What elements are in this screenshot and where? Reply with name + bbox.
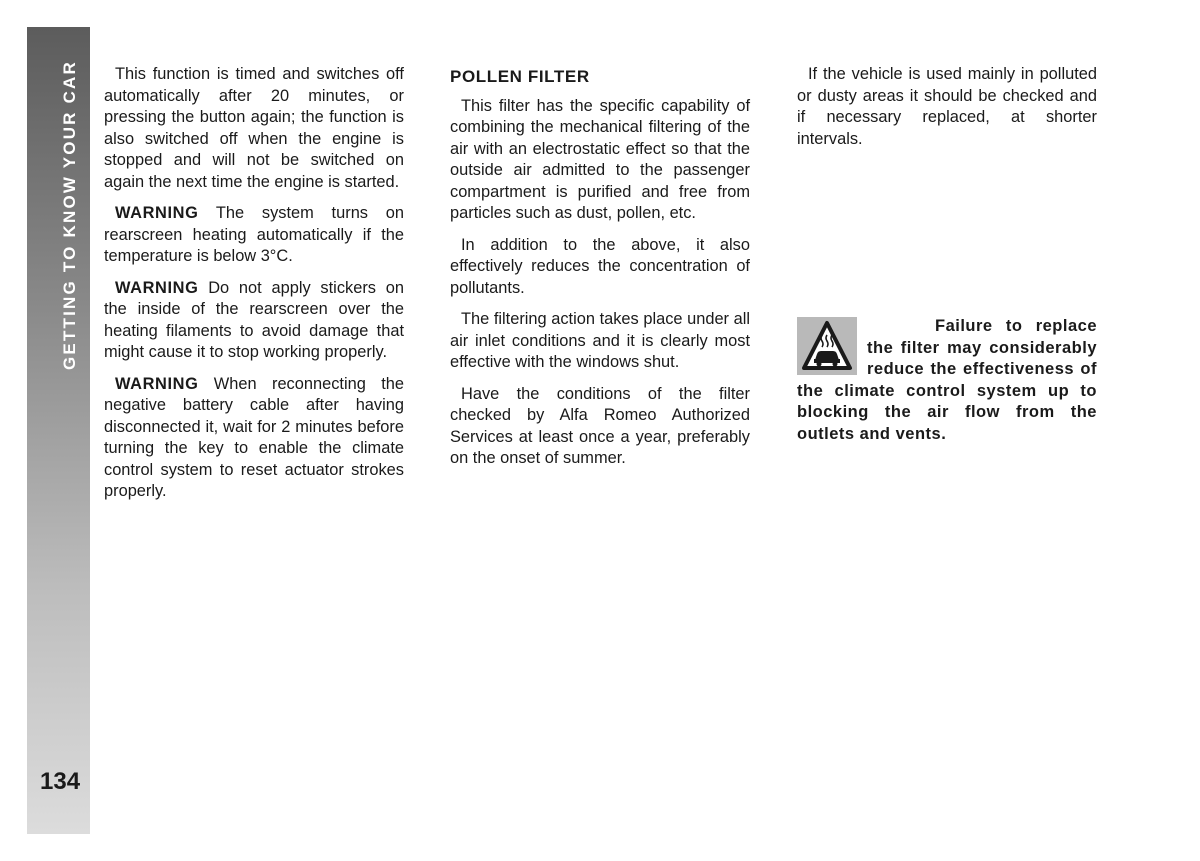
section-heading: POLLEN FILTER (450, 67, 590, 86)
body-paragraph: If the vehicle is used mainly in polluted or dusty areas it should be checked and if necessary replaced, at shorter intervals. (797, 65, 1097, 148)
warning-paragraph-1 (104, 203, 404, 268)
column-2 (450, 64, 750, 480)
body-paragraph: Have the conditions of the filter checked by Alfa Romeo Authorized Services at least once a year, preferably on the onset of summer. (450, 384, 750, 467)
body-paragraph: In addition to the above, it also effectively reduces the concentration of pollutants. (450, 235, 750, 297)
warning-label: WARNING (115, 374, 199, 393)
warning-paragraph-3 (104, 374, 404, 503)
warning-label: WARNING (115, 278, 199, 297)
body-paragraph: The filtering action takes place under all air inlet conditions and it is clearly most effective with the windows shut. (450, 310, 750, 371)
warning-box (797, 316, 1097, 445)
warning-paragraph-2 (104, 278, 404, 364)
warning-text: Failure to replace the filter may considerably reduce the effectiveness of the climate control system up to blocking the air flow from the outlets and vents. (797, 317, 1097, 443)
column-1 (104, 64, 404, 513)
car-pollution-warning-icon (797, 317, 857, 375)
warning-label: WARNING (115, 204, 199, 222)
body-paragraph: This filter has the specific capability of combining the mechanical filtering of the air with an electrostatic effect so that the outside air admitted to the passenger compartment is purified and free from particles such as dust, pollen, etc. (450, 96, 750, 222)
side-band (27, 27, 90, 834)
section-tab-title: GETTING TO KNOW YOUR CAR (60, 59, 79, 370)
page-number: 134 (40, 768, 81, 795)
warning-text: When reconnecting the negative battery cable after having disconnected it, wait for 2 minutes before turning the key to enable the climate control system to reset actuator strokes properly. (104, 374, 404, 500)
column-3 (797, 64, 1097, 160)
warning-text: Do not apply stickers on the inside of the rearscreen over the heating filaments to avoid damage that might cause it to stop working properly. (104, 278, 404, 361)
intro-paragraph: This function is timed and switches off automatically after 20 minutes, or pressing the button again; the function is also switched off when the engine is stopped and will not be switched on again the next time the engine is started. (104, 65, 404, 191)
warning-text: The system turns on rearscreen heating automatically if the temperature is below 3°C. (104, 204, 404, 265)
